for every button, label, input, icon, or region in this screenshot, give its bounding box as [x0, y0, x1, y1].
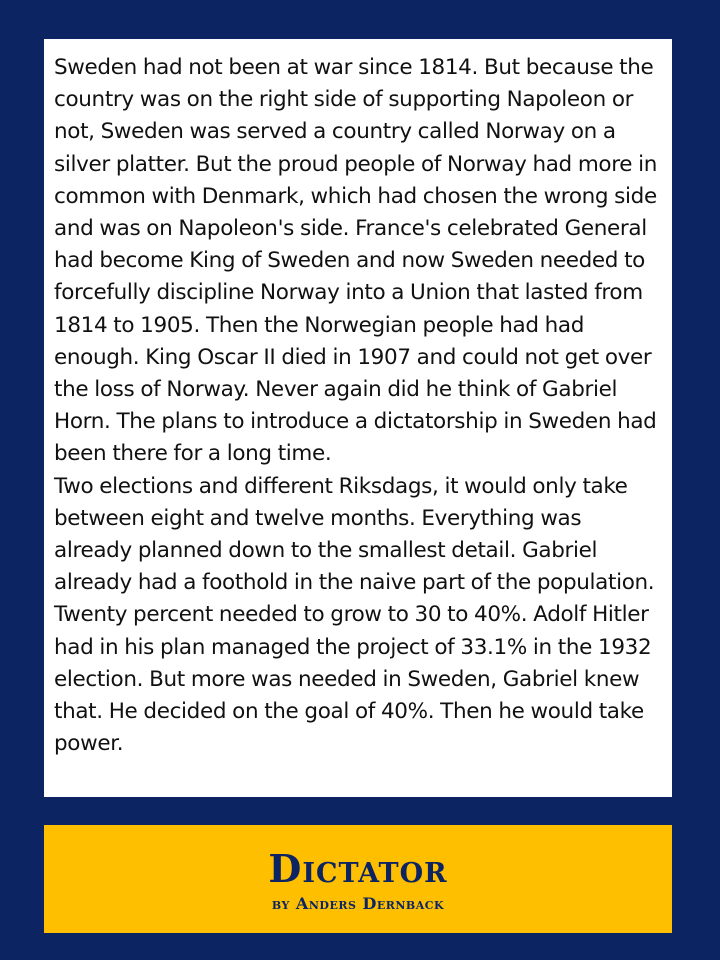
story-text-panel — [44, 39, 672, 797]
title-banner — [44, 825, 672, 933]
story-paragraph-1: Sweden had not been at war since 1814. But because the country was on the right side of supporting Napoleon or not, Sweden was served a country called Norway on a silver platter. But the proud people of Norway had more in common with Denmark, which had chosen the wrong side and was on Napoleon's side. France's celebrated General had become King of Sweden and now Sweden needed to forcefully discipline Norway into a Union that lasted from 1814 to 1905. Then the Norwegian people had had enough. King Oscar II died in 1907 and could not get over the loss of Norway. Never again did he think of Gabriel Horn. The plans to introduce a dictatorship in Sweden had been there for a long time. — [54, 55, 657, 467]
story-paragraph-2: Two elections and different Riksdags, it would only take between eight and twelve months. Everything was already planned down to the smallest detail. Gabriel already had a foothold in the naive part of the population. Twenty percent needed to grow to 30 to 40%. Adolf Hitler had in his plan managed the project of 33.1% in the 1932 election. But more was needed in Sweden, Gabriel knew that. He decided on the goal of 40%. Then he would take power. — [54, 473, 655, 757]
book-author: by Anders Dernback — [271, 894, 445, 913]
book-title: Dictator — [268, 846, 448, 891]
